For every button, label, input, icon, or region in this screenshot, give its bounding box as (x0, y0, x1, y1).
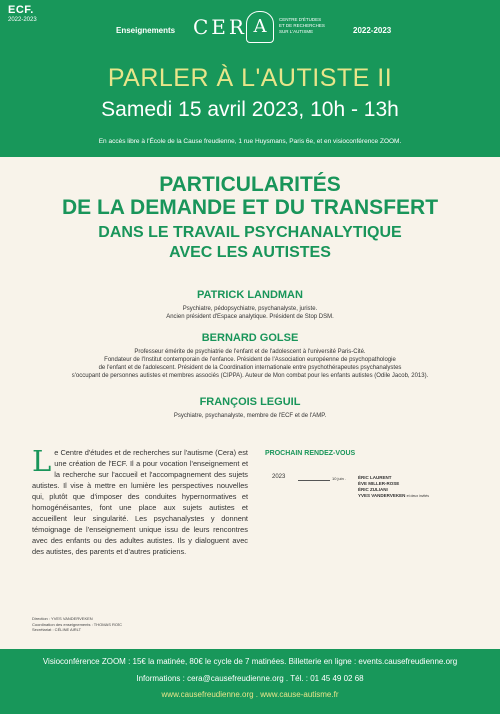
meeting-speaker: ÉRIC ZULIANI (358, 487, 388, 492)
speaker-desc (20, 348, 480, 380)
speaker-name: PATRICK LANDMAN (197, 289, 303, 301)
footer-websites: www.causefreudienne.org . www.cause-autisme.fr (161, 690, 339, 699)
drop-cap: L (32, 444, 52, 478)
speaker-desc (20, 412, 480, 420)
theme-line-4: AVEC LES AUTISTES (169, 244, 331, 261)
credits (32, 616, 122, 633)
next-meeting-date: 10 juin . (332, 476, 347, 481)
speaker-desc-line: Professeur émérite de psychiatrie de l'enfant et de l'adolescent à l'université Paris-Cité. (134, 349, 366, 355)
cera-seal-icon: A (246, 11, 274, 43)
next-meeting-year: 2023 (272, 474, 286, 480)
cera-sub-line: SUR L'AUTISME (279, 29, 314, 34)
ecf-mark: ECF. (8, 4, 34, 16)
season-label: 2022-2023 (353, 26, 392, 35)
cera-wordmark: CER (193, 15, 247, 39)
description-text: e Centre d'études et de recherches sur l'autisme (Cera) est une création de l'ECF. Il a pour vocation l'enseignement et la recherche sur l'accueil et l'accompagnement des sujets autistes. Il vise à mettre en lumière les perspectives nouvelles qui, plutôt que d'imposer des conduites hypernormatives et homogénéisantes, font une place aux sujets autistes et accueillent leur singularité. Les psychanalystes y donnent témoignage de l'enseignement unique issu de leurs rencontres avec des enfants ou des adultes autistes. Ils y dialoguent avec des autistes, des parents et d'autres praticiens. (32, 448, 248, 556)
footer-contact: Informations : cera@causefreudienne.org . Tél. : 01 45 49 02 68 (136, 674, 364, 683)
event-date: Samedi 15 avril 2023, 10h - 13h (101, 98, 399, 121)
speaker-block (20, 396, 480, 420)
meeting-speaker: ÈVE MILLER-ROSE (358, 481, 400, 486)
meeting-speaker: ÉRIC LAURENT (358, 475, 392, 480)
ecf-years: 2022-2023 (8, 17, 37, 23)
theme-line-1: PARTICULARITÉS (159, 173, 341, 196)
credit-line: Coordination des enseignements : THOMAS ROÏC (32, 621, 122, 627)
enseignements-label: Enseignements (116, 26, 176, 35)
theme-heading (0, 173, 500, 263)
speaker-desc (20, 305, 480, 321)
meeting-note: et deux invités (406, 494, 429, 498)
speaker-desc-line: Ancien président d'Espace analytique. Président de Stop DSM. (166, 314, 334, 320)
speaker-desc-line: s'occupant de personnes autistes et membres associés (CIPPA). Auteur de Mon combat pour les enfants autistes (Odile Jacob, 2013). (71, 373, 429, 379)
theme-line-2: DE LA DEMANDE ET DU TRANSFERT (61, 196, 439, 219)
cera-description (32, 444, 248, 557)
footer-pricing: Visioconférence ZOOM : 15€ la matinée, 80€ le cycle de 7 matinées. Billetterie en ligne : events.causefreudienne.org (42, 657, 458, 666)
speaker-desc-line: Psychiatre, pédopsychiatre, psychanalyste, juriste. (182, 306, 318, 312)
header-band (0, 0, 500, 157)
speaker-desc-line: Fondateur de l'Institut contemporain de l'enfance. Président de l'Association européenne de psychopathologie (104, 357, 396, 363)
event-venue: En accès libre à l'École de la Cause freudienne, 1 rue Huysmans, Paris 6e, et en visioconférence ZOOM. (98, 138, 402, 145)
cera-sub-line: CENTRE D'ÉTUDES (279, 17, 322, 22)
divider-line (298, 480, 330, 481)
meeting-speaker-last (358, 493, 429, 499)
next-meeting-speakers (358, 475, 429, 499)
theme-line-3: DANS LE TRAVAIL PSYCHANALYTIQUE (98, 224, 402, 241)
speaker-desc-line: Psychiatre, psychanalyste, membre de l'ECF et de l'AMP. (173, 413, 327, 419)
cera-subtitle (279, 17, 339, 35)
speaker-name: BERNARD GOLSE (201, 332, 299, 344)
credit-line: Secrétariat : CÉLINE AIRLT (32, 627, 82, 632)
credit-line: Direction : YVES VANDERVEKEN (32, 616, 93, 621)
speaker-block (20, 332, 480, 380)
meeting-speaker: YVES VANDERVEKEN (358, 493, 406, 498)
event-title: PARLER À L'AUTISTE II (107, 64, 393, 92)
cera-sub-line: ET DE RECHERCHES (279, 23, 325, 28)
ecf-logo (8, 5, 37, 25)
next-meeting-title: PROCHAIN RENDEZ-VOUS (265, 450, 356, 457)
speaker-block (20, 289, 480, 321)
footer-band (0, 649, 500, 714)
speaker-name: FRANÇOIS LEGUIL (199, 396, 301, 408)
speaker-desc-line: de l'enfant et de l'adolescent. Président de la Coordination internationale entre psychothérapeutes psychanalystes (98, 365, 402, 371)
